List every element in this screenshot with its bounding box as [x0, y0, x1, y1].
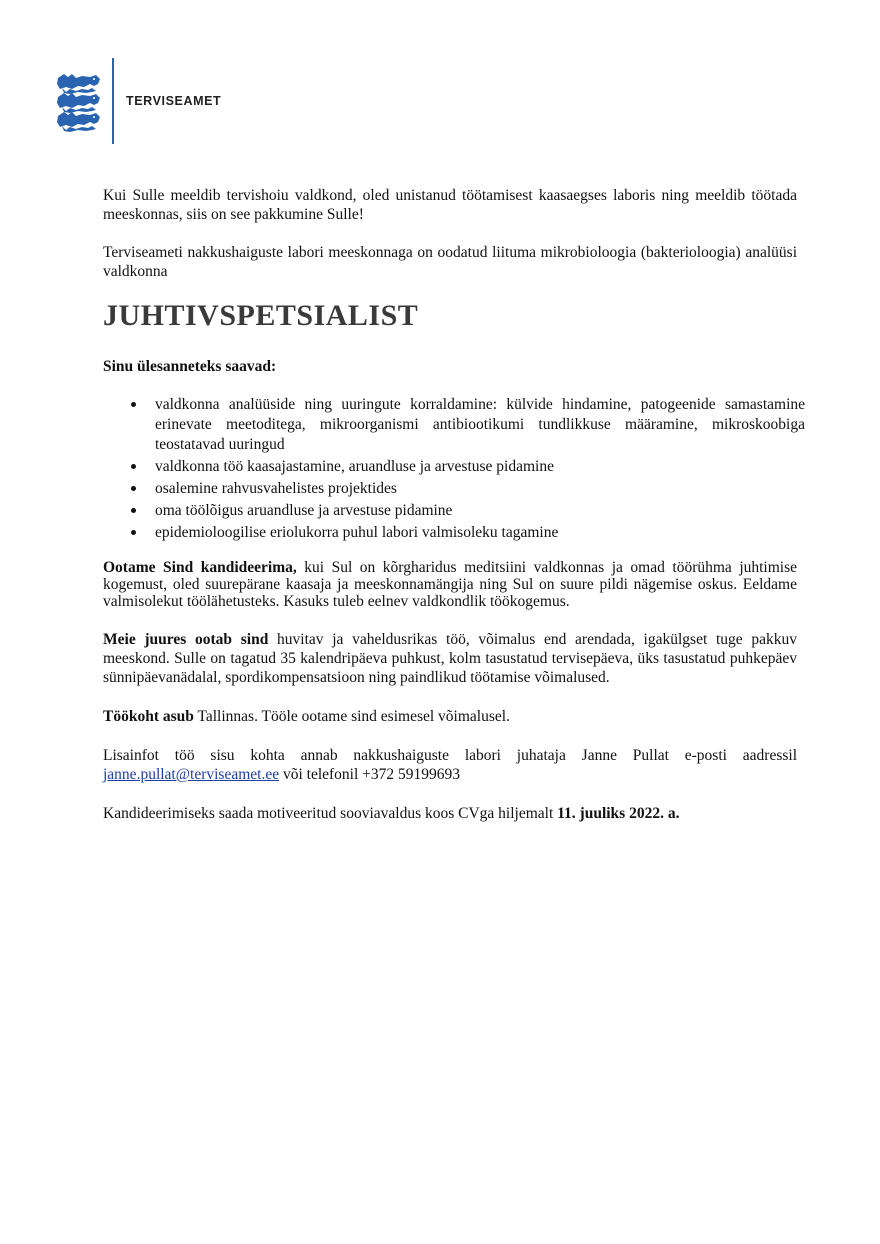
tasks-list [103, 395, 805, 543]
location-lead: Töökoht asub [103, 708, 194, 725]
offer-text: huvitav ja vaheldusrikas töö, võimalus end arendada, igakülgset tuge pakkuv meeskond. Sulle on tagatud 35 kalendripäeva puhkust, kolm tasustatud tervisepäeva, üks tasustatud puhkepäev sünnipäevanädalal, spordikompensatsioon ning paindlikud töötamise võimalused. [103, 631, 797, 686]
three-lions-coat-of-arms-icon [56, 72, 102, 132]
list-item: valdkonna analüüside ning uuringute korraldamine: külvide hindamine, patogeenide samastamine erinevate meetoditega, mikroorganismi antibiootikumi tundlikkuse määramine, mikroskoobiga teostatavad uuringud [155, 396, 805, 453]
org-name: TERVISEAMET [126, 94, 222, 108]
logo-divider [112, 58, 114, 144]
intro-paragraph-1: Kui Sulle meeldib tervishoiu valdkond, oled unistanud töötamisest kaasaegses laboris ning meeldib töötada meeskonnas, siis on see pakkumine Sulle! [103, 187, 797, 223]
intro-paragraph-2: Terviseameti nakkushaiguste labori meeskonnaga on oodatud liituma mikrobioloogia (bakterioloogia) analüüsi valdkonna [103, 244, 797, 280]
contact-paragraph [103, 746, 797, 784]
job-title: JUHTIVSPETSIALIST [103, 299, 419, 332]
tasks-heading: Sinu ülesanneteks saavad: [103, 358, 277, 375]
requirements-paragraph [103, 559, 797, 610]
document-body [103, 186, 805, 843]
contact-text-2: või telefonil +372 59199693 [279, 766, 461, 783]
apply-paragraph [103, 804, 797, 823]
location-paragraph [103, 707, 797, 726]
list-item: osalemine rahvusvahelistes projektides [155, 479, 805, 499]
list-item: epidemioloogilise eriolukorra puhul labori valmisoleku tagamine [155, 523, 805, 543]
contact-text-1: Lisainfot töö sisu kohta annab nakkushaiguste labori juhataja Janne Pullat e-posti aadressil [103, 747, 797, 764]
requirements-text: kui Sul on kõrgharidus meditsiini valdkonnas ja omad töörühma juhtimise kogemust, oled suurepärane kaasaja ja meeskonnamängija ning Sul on suure pildi nägemise oskus. Eeldame valmisolekut töölähetusteks. Kasuks tuleb eelnev valdkondlik töökogemus. [103, 559, 798, 610]
offer-paragraph [103, 630, 797, 687]
apply-deadline: 11. juuliks 2022. a. [557, 805, 680, 822]
contact-email-link[interactable]: janne.pullat@terviseamet.ee [103, 766, 280, 783]
offer-lead: Meie juures ootab sind [103, 631, 269, 648]
list-item: valdkonna töö kaasajastamine, aruandluse ja arvestuse pidamine [155, 457, 805, 477]
requirements-lead: Ootame Sind kandideerima, [103, 559, 297, 576]
apply-text: Kandideerimiseks saada motiveeritud sooviavaldus koos CVga hiljemalt [103, 805, 558, 822]
location-text: Tallinnas. Tööle ootame sind esimesel võimalusel. [193, 708, 510, 725]
list-item: oma töölõigus aruandluse ja arvestuse pidamine [155, 501, 805, 521]
terviseamet-logo [56, 58, 296, 144]
